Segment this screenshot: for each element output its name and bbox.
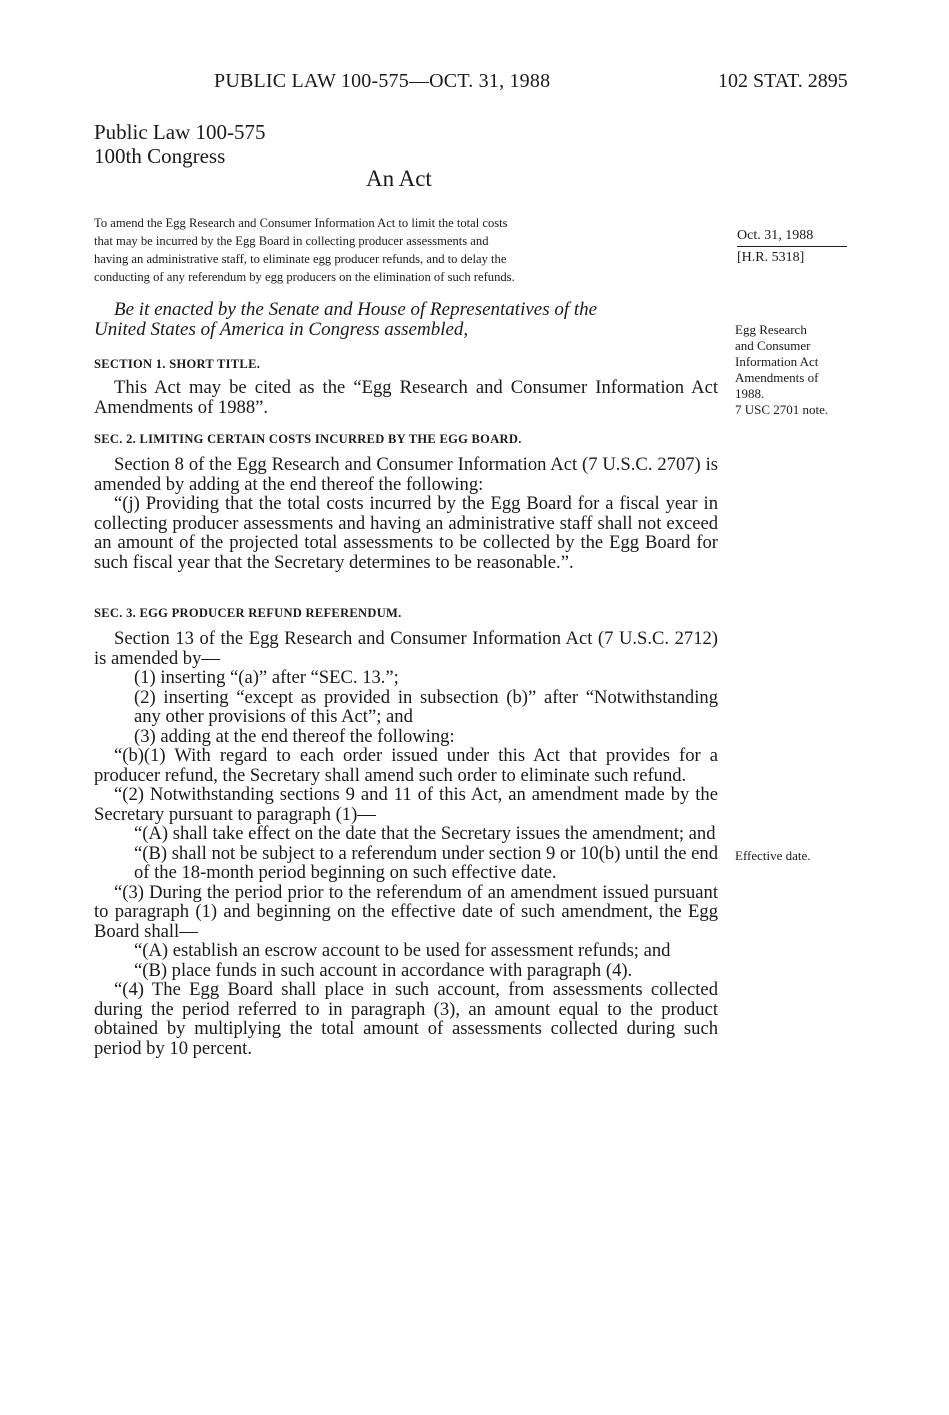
margin-note-effective-date: Effective date. <box>735 848 811 863</box>
margin-note-line: 7 USC 2701 note. <box>735 402 829 417</box>
margin-note-short-title <box>735 322 828 418</box>
stat-citation: 102 STAT. 2895 <box>718 70 848 92</box>
enacting-clause <box>94 300 718 340</box>
purpose-line: conducting of any referendum by egg producers on the elimination of such refunds. <box>94 270 515 284</box>
paragraph: This Act may be cited as the “Egg Research and Consumer Information Act Amendments of 1988”. <box>94 377 718 418</box>
public-law-number: Public Law 100-575 <box>94 120 266 144</box>
enacting-line: United States of America in Congress assembled, <box>94 319 469 340</box>
subparagraph: “(B) place funds in such account in accordance with paragraph (4). <box>134 959 633 981</box>
act-title: An Act <box>366 166 432 191</box>
paragraph: Section 8 of the Egg Research and Consumer Information Act (7 U.S.C. 2707) is amended by adding at the end thereof the following: <box>94 454 718 495</box>
running-head: PUBLIC LAW 100-575—OCT. 31, 1988 <box>214 70 551 92</box>
margin-date-block <box>737 228 847 266</box>
paragraph: “(j) Providing that the total costs incurred by the Egg Board for a fiscal year in collecting producer assessments and having an administrative staff shall not exceed an amount of the projected total assessments to be collected by the Egg Board for such fiscal year that the Secretary determines to be reasonable.”. <box>94 493 718 573</box>
section-3-heading: SEC. 3. EGG PRODUCER REFUND REFERENDUM. <box>94 606 402 620</box>
list-item: (3) adding at the end thereof the following: <box>134 725 455 747</box>
margin-note-line: and Consumer <box>735 338 811 353</box>
subparagraph: “(A) establish an escrow account to be used for assessment refunds; and <box>134 940 671 961</box>
bill-number: [H.R. 5318] <box>737 250 805 265</box>
margin-note-line: Amendments of <box>735 370 819 385</box>
section-1-text <box>94 378 718 417</box>
paragraph: “(3) During the period prior to the referendum of an amendment issued pursuant to paragraph (1) and beginning on the effective date of such amendment, the Egg Board shall— <box>94 881 718 942</box>
section-3-text <box>94 629 718 1058</box>
list-item: (2) inserting “except as provided in subsection (b)” after “Notwithstanding any other provisions of this Act”; and <box>134 686 718 727</box>
enactment-date: Oct. 31, 1988 <box>737 228 814 243</box>
congress-number: 100th Congress <box>94 144 226 168</box>
purpose-line: To amend the Egg Research and Consumer Information Act to limit the total costs <box>94 216 508 230</box>
section-1-heading: SECTION 1. SHORT TITLE. <box>94 357 261 371</box>
subparagraph: “(A) shall take effect on the date that the Secretary issues the amendment; and <box>134 823 716 844</box>
purpose-clause <box>94 214 718 286</box>
paragraph: Section 13 of the Egg Research and Consumer Information Act (7 U.S.C. 2712) is amended by— <box>94 628 718 669</box>
subparagraph: “(B) shall not be subject to a referendum under section 9 or 10(b) until the end of the 18-month period beginning on such effective date. <box>134 842 718 883</box>
enacting-line: Be it enacted by the Senate and House of Representatives of the <box>114 299 598 320</box>
law-designation <box>94 120 265 168</box>
margin-note-line: 1988. <box>735 386 765 401</box>
paragraph: “(b)(1) With regard to each order issued under this Act that provides for a producer refund, the Secretary shall amend such order to eliminate such refund. <box>94 745 718 786</box>
section-2-heading: SEC. 2. LIMITING CERTAIN COSTS INCURRED BY THE EGG BOARD. <box>94 432 522 446</box>
purpose-line: that may be incurred by the Egg Board in collecting producer assessments and <box>94 234 489 248</box>
purpose-line: having an administrative staff, to eliminate egg producer refunds, and to delay the <box>94 252 507 266</box>
paragraph: “(2) Notwithstanding sections 9 and 11 of this Act, an amendment made by the Secretary pursuant to paragraph (1)— <box>94 784 718 825</box>
divider <box>737 246 847 247</box>
list-item: (1) inserting “(a)” after “SEC. 13.”; <box>134 667 399 688</box>
margin-note-line: Information Act <box>735 354 819 369</box>
paragraph: “(4) The Egg Board shall place in such account, from assessments collected during the period referred to in paragraph (3), an amount equal to the product obtained by multiplying the total amount of assessments collected during such period by 10 percent. <box>94 979 718 1059</box>
section-2-text <box>94 455 718 572</box>
margin-note-line: Egg Research <box>735 322 807 337</box>
